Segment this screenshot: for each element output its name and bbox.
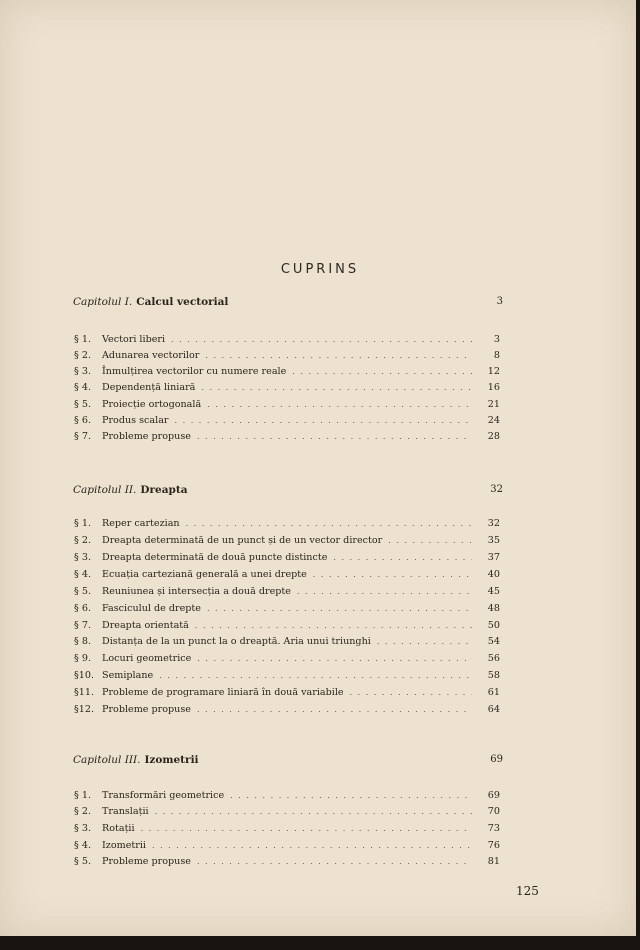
page-number: 125 xyxy=(516,884,539,898)
leader-dots xyxy=(159,671,472,680)
section-number: § 1. xyxy=(74,790,91,801)
section-number: § 2. xyxy=(74,350,91,361)
leader-dots xyxy=(207,400,472,409)
section-number: § 4. xyxy=(74,840,91,851)
section-title: Probleme de programare liniară în două variabile xyxy=(102,687,344,698)
toc-entry xyxy=(74,670,500,684)
chapter-heading xyxy=(73,296,503,312)
section-number: § 2. xyxy=(74,806,91,817)
toc-entry xyxy=(74,806,500,820)
chapter-page: 32 xyxy=(490,484,503,495)
section-title: Proiecție ortogonală xyxy=(102,399,202,410)
toc-entry xyxy=(74,636,500,650)
chapter-heading xyxy=(73,484,503,500)
toc-entry xyxy=(74,415,500,429)
leader-dots xyxy=(152,841,472,850)
toc-entry xyxy=(74,586,500,600)
section-title: Înmulțirea vectorilor cu numere reale xyxy=(102,366,287,377)
section-page: 73 xyxy=(487,823,500,834)
section-title: Izometrii xyxy=(102,840,146,851)
toc-entry xyxy=(74,856,500,870)
section-title: Dreapta orientată xyxy=(102,620,189,631)
section-page: 81 xyxy=(487,856,500,867)
chapter-number: Capitolul II. xyxy=(73,484,137,496)
toc-entry xyxy=(74,366,500,380)
chapter-page: 3 xyxy=(496,296,503,307)
leader-dots xyxy=(155,807,472,816)
leader-dots xyxy=(197,654,472,663)
section-title: Dependență liniară xyxy=(102,382,196,393)
leader-dots xyxy=(195,621,472,630)
chapter-name: Izometrii xyxy=(144,754,199,766)
section-page: 24 xyxy=(487,415,500,426)
toc-entry xyxy=(74,620,500,634)
section-page: 61 xyxy=(487,687,500,698)
leader-dots xyxy=(230,791,472,800)
section-page: 8 xyxy=(493,350,500,361)
leader-dots xyxy=(377,637,472,646)
toc-entry xyxy=(74,382,500,396)
section-page: 58 xyxy=(487,670,500,681)
section-number: § 6. xyxy=(74,603,91,614)
leader-dots xyxy=(175,416,472,425)
section-number: § 3. xyxy=(74,366,91,377)
section-number: § 1. xyxy=(74,518,91,529)
section-number: § 3. xyxy=(74,552,91,563)
section-page: 28 xyxy=(487,431,500,442)
section-title: Dreapta determinată de un punct și de un vector director xyxy=(102,535,383,546)
page-title: CUPRINS xyxy=(280,262,360,277)
chapter-number: Capitolul I. xyxy=(73,296,133,308)
section-number: §12. xyxy=(74,704,95,715)
chapter-number: Capitolul III. xyxy=(73,754,141,766)
toc-entry xyxy=(74,823,500,837)
leader-dots xyxy=(197,432,472,441)
section-page: 37 xyxy=(487,552,500,563)
leader-dots xyxy=(201,383,472,392)
section-title: Locuri geometrice xyxy=(102,653,192,664)
toc-entry xyxy=(74,350,500,364)
leader-dots xyxy=(388,536,472,545)
section-page: 3 xyxy=(493,334,500,345)
section-number: § 2. xyxy=(74,535,91,546)
section-page: 76 xyxy=(487,840,500,851)
section-title: Produs scalar xyxy=(102,415,169,426)
section-title: Adunarea vectorilor xyxy=(102,350,200,361)
toc-entry xyxy=(74,518,500,532)
leader-dots xyxy=(207,604,472,613)
toc-entry xyxy=(74,552,500,566)
leader-dots xyxy=(333,553,472,562)
toc-entry xyxy=(74,790,500,804)
toc-entry xyxy=(74,603,500,617)
chapter-name: Dreapta xyxy=(140,484,188,496)
section-page: 54 xyxy=(487,636,500,647)
section-title: Probleme propuse xyxy=(102,704,191,715)
leader-dots xyxy=(171,335,472,344)
section-number: §10. xyxy=(74,670,95,681)
section-page: 40 xyxy=(487,569,500,580)
section-title: Translații xyxy=(102,806,149,817)
leader-dots xyxy=(350,688,472,697)
section-page: 69 xyxy=(487,790,500,801)
leader-dots xyxy=(197,705,472,714)
section-number: § 4. xyxy=(74,569,91,580)
toc-entry xyxy=(74,535,500,549)
section-number: § 4. xyxy=(74,382,91,393)
chapter-page: 69 xyxy=(490,754,503,765)
toc-entry xyxy=(74,840,500,854)
section-title: Fasciculul de drepte xyxy=(102,603,201,614)
section-title: Vectori liberi xyxy=(102,334,166,345)
section-page: 12 xyxy=(487,366,500,377)
section-title: Rotații xyxy=(102,823,135,834)
section-page: 64 xyxy=(487,704,500,715)
section-page: 35 xyxy=(487,535,500,546)
toc-entry xyxy=(74,431,500,445)
section-number: § 7. xyxy=(74,620,91,631)
toc-entry xyxy=(74,704,500,718)
section-title: Probleme propuse xyxy=(102,431,191,442)
section-number: § 3. xyxy=(74,823,91,834)
section-title: Reuniunea și intersecția a două drepte xyxy=(102,586,291,597)
toc-entry xyxy=(74,569,500,583)
section-number: § 8. xyxy=(74,636,91,647)
toc-entry xyxy=(74,399,500,413)
leader-dots xyxy=(186,519,472,528)
chapter-heading xyxy=(73,754,503,770)
section-page: 45 xyxy=(487,586,500,597)
section-page: 70 xyxy=(487,806,500,817)
section-title: Semiplane xyxy=(102,670,154,681)
leader-dots xyxy=(205,351,472,360)
leader-dots xyxy=(292,367,472,376)
section-number: § 5. xyxy=(74,586,91,597)
section-page: 56 xyxy=(487,653,500,664)
section-page: 32 xyxy=(487,518,500,529)
section-title: Distanța de la un punct la o dreaptă. Aria unui triunghi xyxy=(102,636,371,647)
leader-dots xyxy=(197,857,472,866)
section-number: §11. xyxy=(74,687,95,698)
toc-entry xyxy=(74,334,500,348)
section-number: § 5. xyxy=(74,399,91,410)
section-title: Reper cartezian xyxy=(102,518,180,529)
section-number: § 5. xyxy=(74,856,91,867)
section-title: Ecuația carteziană generală a unei drepte xyxy=(102,569,307,580)
section-title: Transformări geometrice xyxy=(102,790,225,801)
leader-dots xyxy=(141,824,472,833)
toc-entry xyxy=(74,653,500,667)
section-number: § 1. xyxy=(74,334,91,345)
section-page: 16 xyxy=(487,382,500,393)
section-title: Dreapta determinată de două puncte distincte xyxy=(102,552,328,563)
section-number: § 9. xyxy=(74,653,91,664)
toc-entry xyxy=(74,687,500,701)
leader-dots xyxy=(297,587,472,596)
section-number: § 7. xyxy=(74,431,91,442)
section-title: Probleme propuse xyxy=(102,856,191,867)
section-page: 50 xyxy=(487,620,500,631)
leader-dots xyxy=(313,570,472,579)
section-number: § 6. xyxy=(74,415,91,426)
chapter-name: Calcul vectorial xyxy=(136,296,229,308)
section-page: 21 xyxy=(487,399,500,410)
section-page: 48 xyxy=(487,603,500,614)
